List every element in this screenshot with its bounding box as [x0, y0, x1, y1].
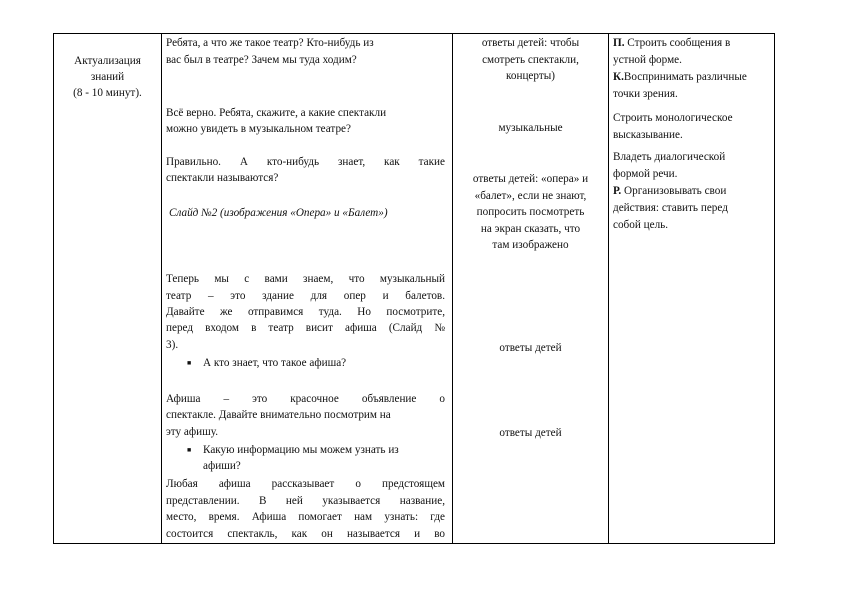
teacher-text: перед входом в театр висит афиша (Слайд №: [166, 322, 445, 334]
student-answer: ответы детей: чтобы: [481, 37, 580, 49]
outcome-line: высказывание.: [613, 129, 683, 141]
outcome-line: [613, 184, 726, 200]
student-answer: там изображено: [492, 239, 569, 251]
slide-note: Слайд №2 (изображения «Опера» и «Балет»): [169, 207, 388, 219]
outcome-label: Р.: [613, 185, 622, 197]
stage-name-2: знаний: [90, 71, 125, 83]
student-answer: на экран сказать, что: [480, 223, 581, 235]
student-answer: смотреть спектакли,: [482, 54, 579, 66]
teacher-text: вас был в театре? Зачем мы туда ходим?: [166, 54, 357, 66]
teacher-text: Любая афиша рассказывает о предстоящем: [166, 478, 445, 490]
student-answer: попросить посмотреть: [476, 206, 585, 218]
outcome-text: Организовывать свои: [621, 185, 727, 197]
outcome-line: точки зрения.: [613, 88, 678, 100]
bullet-icon: ■: [187, 446, 192, 454]
outcome-line: [613, 70, 747, 86]
stage-name: Актуализация: [74, 55, 141, 67]
teacher-text: представлении. В ней указывается название,: [166, 495, 445, 507]
teacher-text: Теперь мы с вами знаем, что музыкальный: [166, 273, 445, 285]
question-text: Какую информацию мы можем узнать из: [203, 444, 399, 456]
outcome-line: устной форме.: [613, 54, 682, 66]
teacher-text: место, время. Афиша помогает нам узнать: где: [166, 511, 445, 523]
student-answer: концерты): [506, 70, 555, 82]
outcome-line: формой речи.: [613, 168, 678, 180]
teacher-text: спектакле. Давайте внимательно посмотрим на: [166, 409, 391, 421]
student-answer: ответы детей: [499, 427, 562, 439]
teacher-text: Ребята, а что же такое театр? Кто-нибудь из: [166, 37, 374, 49]
teacher-text: эту афишу.: [166, 426, 219, 438]
teacher-text: Давайте же отправимся туда. Но посмотрите,: [166, 306, 445, 318]
outcome-label: П.: [613, 37, 625, 49]
teacher-text: театр – это здание для опер и балетов.: [166, 290, 445, 302]
teacher-text: 3).: [166, 339, 179, 351]
outcome-text: Строить сообщения в: [624, 37, 731, 49]
column-divider: [452, 33, 453, 544]
teacher-text: Афиша – это красочное объявление о: [166, 393, 445, 405]
teacher-text: можно увидеть в музыкальном театре?: [166, 123, 351, 135]
outcome-line: Владеть диалогической: [613, 151, 726, 163]
outcome-line: [613, 36, 730, 52]
student-answer: ответы детей: «опера» и: [472, 173, 589, 185]
outcome-label: К.: [613, 71, 624, 83]
question-text: А кто знает, что такое афиша?: [203, 357, 347, 369]
column-divider: [161, 33, 162, 544]
stage-duration: (8 - 10 минут).: [73, 87, 142, 99]
teacher-text: состоится спектакль, как он называется и во: [166, 528, 445, 540]
student-answer: ответы детей: [499, 342, 562, 354]
student-answer: «балет», если не знают,: [474, 190, 587, 202]
teacher-text: Правильно. А кто-нибудь знает, как такие: [166, 156, 445, 168]
outcome-line: действия: ставить перед: [613, 202, 728, 214]
teacher-text: спектакли называются?: [166, 172, 279, 184]
bullet-icon: ■: [187, 359, 192, 367]
outcome-line: собой цель.: [613, 219, 669, 231]
student-answer: музыкальные: [498, 122, 563, 134]
teacher-text: Всё верно. Ребята, скажите, а какие спектакли: [166, 107, 387, 119]
column-divider: [608, 33, 609, 544]
outcome-text: Воспринимать различные: [623, 71, 747, 83]
outcome-line: Строить монологическое: [613, 112, 733, 124]
question-text: афиши?: [203, 460, 241, 472]
